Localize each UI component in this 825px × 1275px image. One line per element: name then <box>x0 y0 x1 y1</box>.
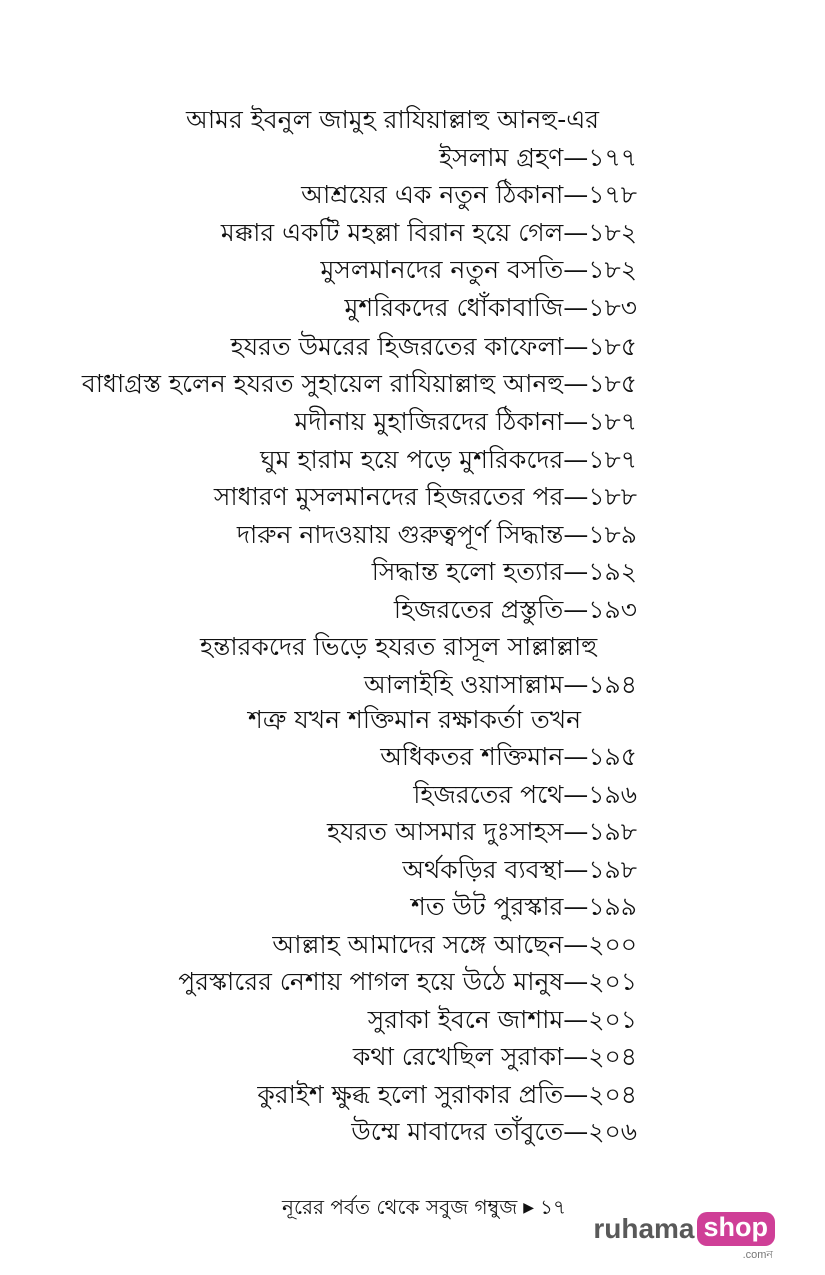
triangle-right-icon: ▶ <box>523 1200 535 1216</box>
toc-entry-heading: হন্তারকদের ভিড়ে হযরত রাসূল সাল্লাল্লাহু <box>200 632 598 661</box>
toc-entry: কথা রেখেছিল সুরাকা—২০৪ <box>352 1042 637 1071</box>
book-title: নূরের পর্বত থেকে সবুজ গম্বুজ <box>282 1195 518 1219</box>
toc-entry-heading: শত্রু যখন শক্তিমান রক্ষাকর্তা তখন <box>248 705 582 734</box>
toc-entry: দারুন নাদওয়ায় গুরুত্বপূর্ণ সিদ্ধান্ত—১৮৯ <box>236 520 637 549</box>
toc-entry: আশ্রয়ের এক নতুন ঠিকানা—১৭৮ <box>301 180 637 209</box>
toc-entry: হযরত উমরের হিজরতের কাফেলা—১৮৫ <box>230 332 637 361</box>
ruhamashop-logo <box>593 1212 775 1260</box>
toc-entry: মুশরিকদের ধোঁকাবাজি—১৮৩ <box>344 293 637 322</box>
toc-entry: হযরত আসমার দুঃসাহস—১৯৮ <box>326 817 637 846</box>
toc-entry: ঘুম হারাম হয়ে পড়ে মুশরিকদের—১৮৭ <box>260 445 637 474</box>
toc-entry: উম্মে মাবাদের তাঁবুতে—২০৬ <box>351 1117 637 1146</box>
toc-entry: মদীনায় মুহাজিরদের ঠিকানা—১৮৭ <box>294 407 637 436</box>
toc-entry: আলাইহি ওয়াসাল্লাম—১৯৪ <box>364 670 637 699</box>
logo-text-ruhama: ruhama <box>593 1213 695 1244</box>
toc-entry: বাধাগ্রস্ত হলেন হযরত সুহায়েল রাযিয়াল্লাহু আনহু—১৮৫ <box>81 369 637 398</box>
logo-domain: .comন <box>742 1249 773 1261</box>
logo-text-shop: shop <box>697 1212 776 1246</box>
toc-entry: শত উট পুরস্কার—১৯৯ <box>411 892 637 921</box>
toc-entry: হিজরতের পথে—১৯৬ <box>413 780 637 809</box>
toc-entry: ইসলাম গ্রহণ—১৭৭ <box>439 143 637 172</box>
toc-entry: কুরাইশ ক্ষুব্ধ হলো সুরাকার প্রতি—২০৪ <box>257 1080 637 1109</box>
toc-entry: অধিকতর শক্তিমান—১৯৫ <box>380 742 637 771</box>
toc-entry: অর্থকড়ির ব্যবস্থা—১৯৮ <box>402 855 637 884</box>
toc-entry: মক্কার একটি মহল্লা বিরান হয়ে গেল—১৮২ <box>220 218 637 247</box>
page-number: ১৭ <box>540 1195 567 1219</box>
toc-entry: হিজরতের প্রস্তুতি—১৯৩ <box>393 595 637 624</box>
toc-entry-heading: আমর ইবনুল জামুহ রাযিয়াল্লাহু আনহু-এর <box>186 105 600 134</box>
toc-entry: সুরাকা ইবনে জাশাম—২০১ <box>367 1005 637 1034</box>
toc-entry: আল্লাহ আমাদের সঙ্গে আছেন—২০০ <box>272 930 637 959</box>
toc-entry: সাধারণ মুসলমানদের হিজরতের পর—১৮৮ <box>213 482 637 511</box>
page-footer <box>282 1192 566 1223</box>
toc-entry: মুসলমানদের নতুন বসতি—১৮২ <box>320 255 637 284</box>
toc-entry: পুরস্কারের নেশায় পাগল হয়ে উঠে মানুষ—২০১ <box>178 967 637 996</box>
toc-entry: সিদ্ধান্ত হলো হত্যার—১৯২ <box>371 557 637 586</box>
